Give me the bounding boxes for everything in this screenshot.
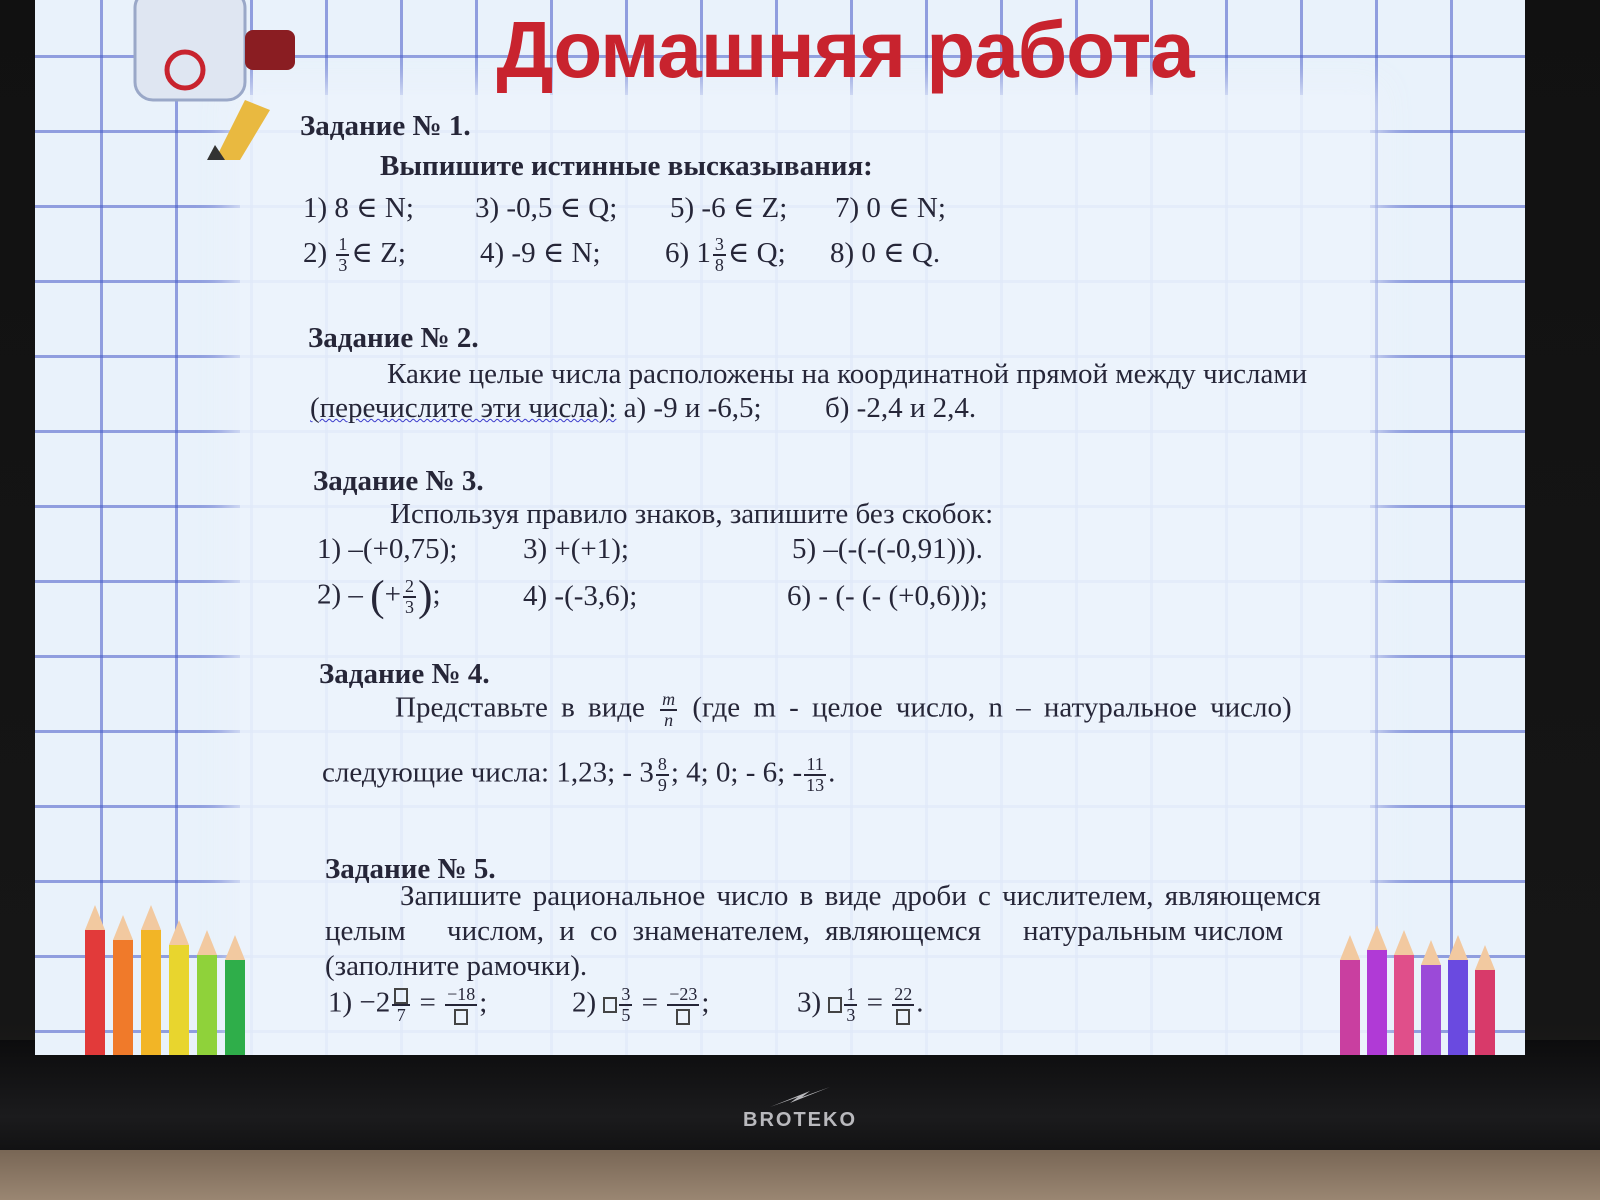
task3-heading: Задание № 3. [313, 465, 484, 497]
task3-item-2-label: 2) – [317, 578, 363, 611]
task2-line2 [310, 392, 762, 425]
fraction-den: 5 [621, 1004, 631, 1025]
expr2-label: 2) [572, 986, 597, 1019]
fraction-2-3 [403, 577, 416, 617]
fraction-num [392, 985, 410, 1006]
fraction-minus23-box [667, 985, 699, 1025]
task5-line1: Запишите рациональное число в виде дроби с числителем, являющемся [400, 880, 1321, 912]
task3-item-4: 4) -(-3,6); [523, 580, 638, 612]
fraction-den [667, 1006, 699, 1025]
task1-item-2-rest: ∈ Z; [351, 237, 406, 269]
blank-box[interactable] [394, 988, 408, 1004]
fraction-11-13 [804, 755, 826, 795]
fraction-1-3 [336, 235, 349, 275]
task3-item-5: 5) –(-(-(-0,91))). [792, 533, 983, 565]
task5-expr-1 [328, 985, 487, 1025]
task3-item-2 [317, 572, 441, 620]
fraction-den: 3 [338, 255, 348, 276]
task1-item-8: 8) 0 ∈ Q. [830, 237, 941, 269]
task1-item-5: 5) -6 ∈ Z; [670, 192, 788, 224]
fraction-minus18-box [445, 985, 477, 1025]
task5-line2-a: целым [325, 915, 406, 947]
semicolon: ; [479, 986, 488, 1019]
fraction-den [892, 1006, 914, 1025]
task1-instruction: Выпишите истинные высказывания: [380, 150, 873, 182]
blank-box[interactable] [828, 997, 842, 1013]
slide-title: Домашняя работа [496, 5, 1194, 94]
fraction-den: 3 [405, 596, 415, 617]
fraction-num: 3 [621, 984, 631, 1004]
equals-sign: = [866, 986, 884, 1019]
task1-item-3: 3) -0,5 ∈ Q; [475, 192, 618, 224]
task2-line2-start: (перечислите эти числа): [310, 392, 617, 424]
blank-box[interactable] [896, 1009, 910, 1025]
task2-part-b: б) -2,4 и 2,4. [825, 392, 977, 424]
task2-heading: Задание № 2. [308, 322, 479, 354]
task2-part-a: а) -9 и -6,5; [616, 392, 762, 424]
task3-item-6: 6) - (- (- (+0,6))); [787, 580, 988, 612]
brand-name: BROTEKO [743, 1109, 857, 1131]
fraction-num: m [662, 689, 676, 709]
paren-open: ( [370, 572, 385, 620]
task3-item-1: 1) –(+0,75); [317, 533, 458, 565]
equals-sign: = [419, 986, 436, 1019]
task1-item-2 [303, 235, 406, 275]
fraction-22-box [892, 985, 914, 1025]
fraction-den: 7 [396, 1004, 406, 1025]
semicolon: ; [432, 578, 441, 611]
fraction-den [445, 1006, 477, 1025]
task4-line2 [322, 755, 835, 795]
task4-heading: Задание № 4. [319, 658, 490, 690]
fraction-m-n [660, 690, 677, 730]
brand-logo-icon [750, 1085, 850, 1109]
task1-item-1: 1) 8 ∈ N; [303, 192, 414, 224]
blank-box[interactable] [603, 997, 617, 1013]
task1-item-7: 7) 0 ∈ N; [835, 192, 946, 224]
task4-line2-mid: ; 4; 0; - 6; - [670, 756, 803, 789]
monitor-brand [700, 1085, 900, 1135]
task4-line2-end: . [828, 756, 836, 789]
fraction-box-7 [392, 985, 410, 1025]
task5-expr-3 [797, 985, 923, 1025]
fraction-num: 1 [338, 234, 348, 255]
plus-sign: + [384, 578, 402, 611]
task3-instruction: Используя правило знаков, запишите без скобок: [390, 498, 994, 530]
expr3-label: 3) [797, 986, 822, 1019]
task5-line3: (заполните рамочки). [325, 950, 588, 982]
paren-close: ) [418, 572, 433, 620]
fraction-num: 8 [657, 754, 667, 774]
semicolon: ; [701, 986, 710, 1019]
task1-item-4: 4) -9 ∈ N; [480, 237, 601, 269]
task2-line1: Какие целые числа расположены на координатной прямой между числами [387, 358, 1308, 390]
fraction-num: 1 [846, 984, 856, 1004]
fraction-num: 11 [804, 755, 826, 776]
task5-expr-2 [572, 985, 709, 1025]
fraction-8-9 [656, 755, 669, 795]
fraction-1-3 [844, 985, 857, 1025]
task1-heading: Задание № 1. [300, 110, 471, 142]
fraction-num: −18 [447, 984, 476, 1004]
task4-line1-start: Представьте в виде [395, 691, 645, 724]
task1-item-6 [665, 235, 786, 275]
fraction-3-5 [619, 985, 632, 1025]
homework-content [35, 0, 1525, 1055]
fraction-num: −23 [669, 984, 698, 1004]
fraction-num: 22 [894, 984, 913, 1004]
fraction-den: 8 [714, 255, 724, 276]
fraction-num: 3 [714, 234, 724, 255]
slide-screen [35, 0, 1525, 1055]
task1-item-6-label: 6) 1 [665, 237, 711, 269]
task3-item-3: 3) +(+1); [523, 533, 629, 565]
fraction-den: 13 [806, 774, 825, 795]
fraction-3-8 [713, 235, 726, 275]
fraction-den: 3 [846, 1004, 856, 1025]
fraction-den: 9 [657, 774, 667, 795]
task5-line2-c: натуральным числом [1023, 915, 1284, 947]
blank-box[interactable] [454, 1009, 468, 1025]
fraction-num: 2 [405, 575, 415, 596]
task4-line2-start: следующие числа: 1,23; - 3 [322, 756, 654, 789]
fraction-den: n [664, 709, 674, 730]
task1-item-6-rest: ∈ Q; [727, 237, 786, 269]
task4-line1 [395, 690, 1292, 730]
task5-line2-b: числом, и со знаменателем, являющемся [447, 915, 981, 947]
task1-item-2-label: 2) [303, 237, 328, 269]
blank-box[interactable] [676, 1009, 690, 1025]
expr1-label: 1) −2 [328, 986, 391, 1019]
equals-sign: = [641, 986, 659, 1019]
period: . [916, 986, 924, 1019]
task5-heading: Задание № 5. [325, 853, 496, 885]
task4-line1-end: (где m - целое число, n – натуральное число) [692, 691, 1292, 724]
